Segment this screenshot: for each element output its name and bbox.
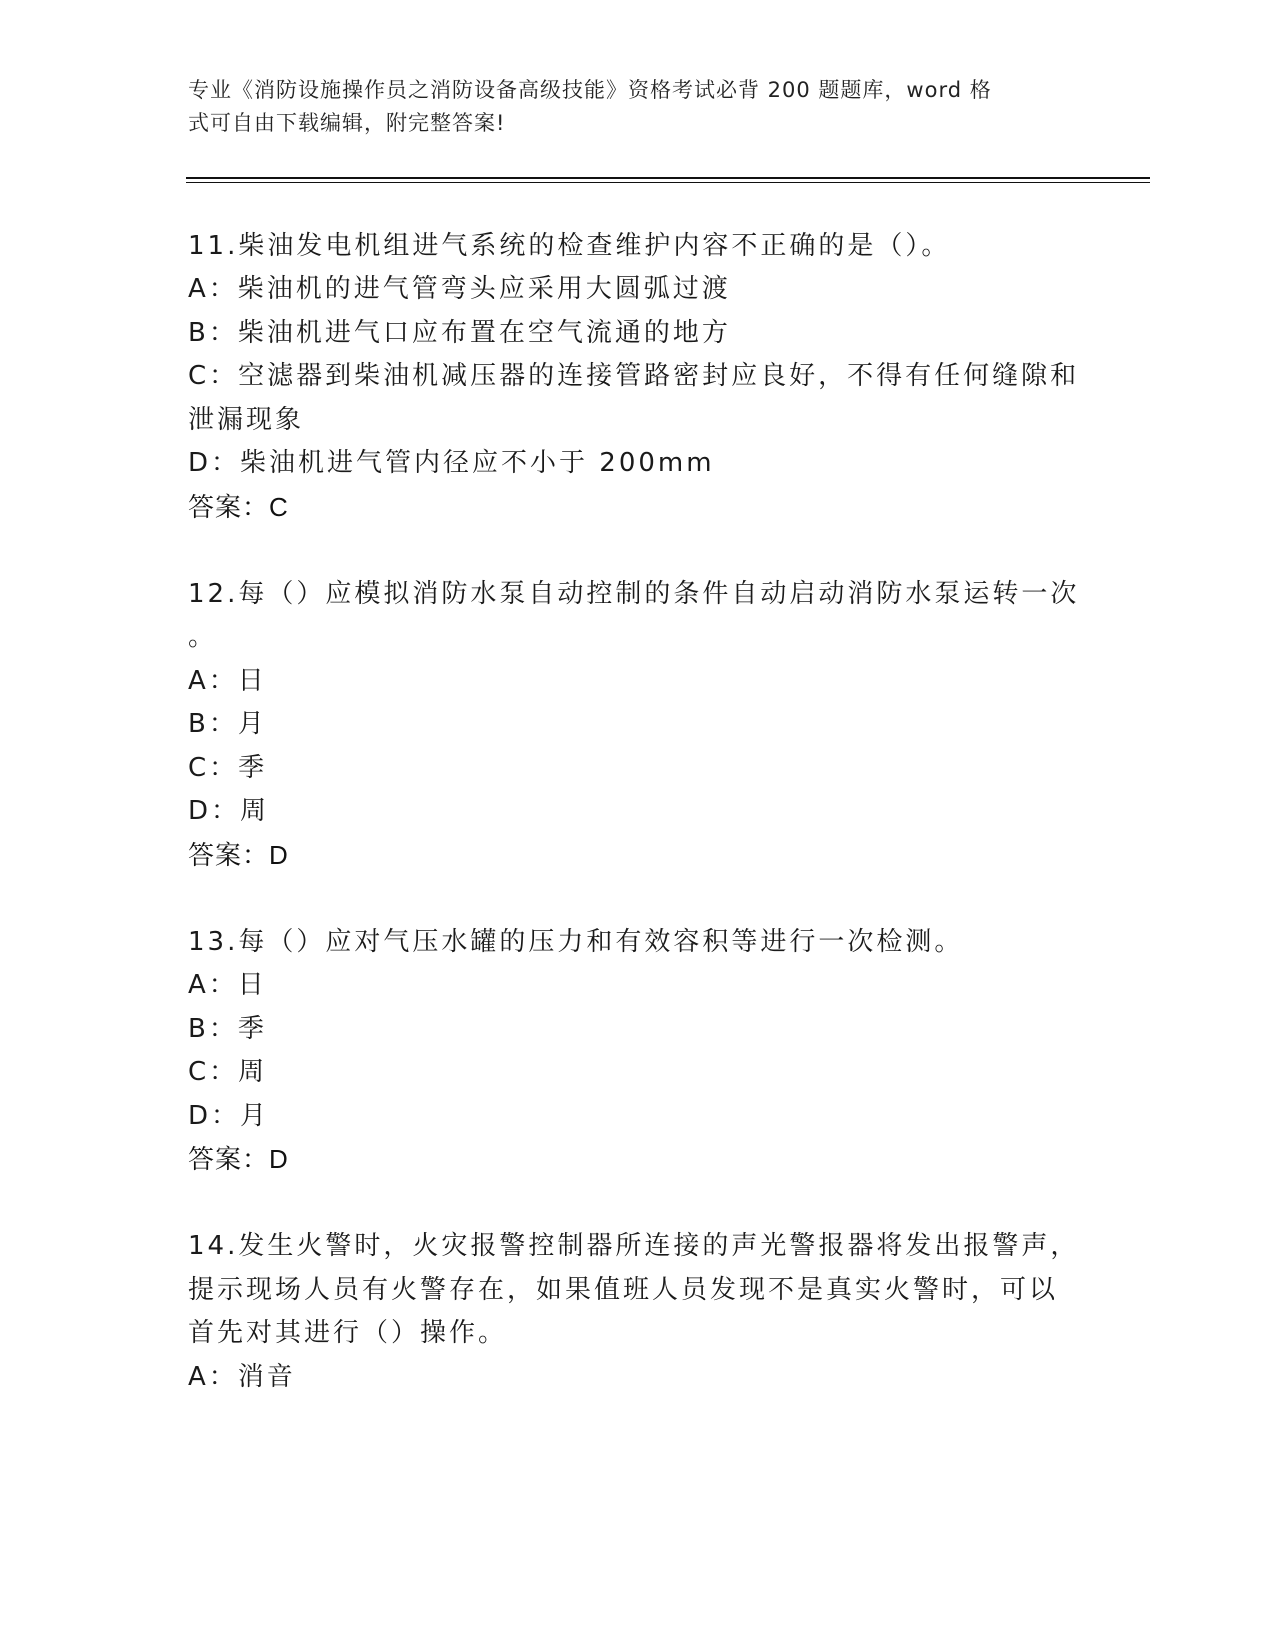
option-b: B：柴油机进气口应布置在空气流通的地方 xyxy=(188,318,731,348)
option-b: B：季 xyxy=(188,1014,267,1044)
document-header xyxy=(188,74,1068,140)
option-d: D：柴油机进气管内径应不小于 200mm xyxy=(188,448,715,478)
question-stem-continued: 提示现场人员有火警存在，如果值班人员发现不是真实火警时，可以 xyxy=(188,1275,1059,1305)
header-divider-thin xyxy=(186,182,1150,183)
option-d: D：周 xyxy=(188,796,270,826)
option-c-continued: 泄漏现象 xyxy=(188,405,305,435)
answer-label: 答案：C xyxy=(188,492,289,522)
option-c: C：周 xyxy=(188,1057,268,1087)
question-stem: 12.每（）应模拟消防水泵自动控制的条件自动启动消防水泵运转一次 xyxy=(188,579,1080,609)
option-a: A：日 xyxy=(188,970,267,1000)
header-line-1: 专业《消防设施操作员之消防设备高级技能》资格考试必背 200 题题库，word 格 xyxy=(188,78,992,102)
question-stem-continued: 。 xyxy=(188,622,218,652)
option-d: D：月 xyxy=(188,1101,270,1131)
header-line-2: 式可自由下载编辑，附完整答案! xyxy=(188,111,506,135)
question-stem: 13.每（）应对气压水罐的压力和有效容积等进行一次检测。 xyxy=(188,927,964,957)
option-c: C：空滤器到柴油机减压器的连接管路密封应良好，不得有任何缝隙和 xyxy=(188,361,1080,391)
header-divider-thick xyxy=(186,177,1150,179)
question-stem: 11.柴油发电机组进气系统的检查维护内容不正确的是（）。 xyxy=(188,231,951,261)
option-a: A：消音 xyxy=(188,1362,296,1392)
option-a: A：柴油机的进气管弯头应采用大圆弧过渡 xyxy=(188,274,731,304)
answer-label: 答案：D xyxy=(188,1144,289,1174)
answer-label: 答案：D xyxy=(188,840,289,870)
option-c: C：季 xyxy=(188,753,268,783)
option-b: B：月 xyxy=(188,709,267,739)
question-stem: 14.发生火警时，火灾报警控制器所连接的声光警报器将发出报警声， xyxy=(188,1231,1080,1261)
question-stem-continued: 首先对其进行（）操作。 xyxy=(188,1318,508,1348)
option-a: A：日 xyxy=(188,666,267,696)
